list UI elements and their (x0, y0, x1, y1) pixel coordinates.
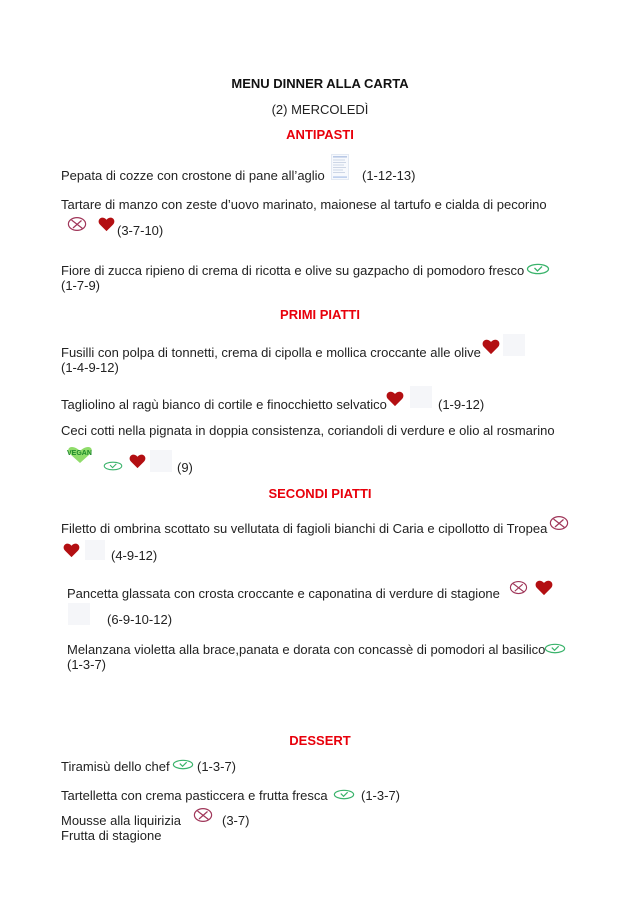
allergen-codes: (1-12-13) (362, 168, 416, 183)
heart-icon (129, 454, 146, 469)
dish-name: Fiore di zucca ripieno di crema di ricotta e olive su gazpacho di pomodoro fresco (61, 263, 525, 278)
page-subtitle-day: (2) MERCOLEDÌ (271, 102, 369, 117)
allergen-codes: (1-9-12) (438, 397, 485, 412)
vegetarian-icon (103, 461, 123, 471)
section-title-primi-piatti: PRIMI PIATTI (280, 307, 360, 322)
allergen-codes: (1-3-7) (197, 759, 237, 774)
allergen-codes: (1-3-7) (67, 657, 107, 672)
gluten-free-icon (193, 807, 213, 823)
dish-name: Filetto di ombrina scottato su vellutata di fagioli bianchi di Caria e cipollotto di Tropea (61, 521, 548, 536)
section-title-dessert: DESSERT (289, 733, 351, 748)
heart-icon (63, 543, 80, 558)
heart-icon (98, 217, 115, 232)
dish-name: Tartelletta con crema pasticcera e frutta fresca (61, 788, 328, 803)
section-title-antipasti: ANTIPASTI (286, 127, 354, 142)
dish-name: Fusilli con polpa di tonnetti, crema di cipolla e mollica croccante alle olive (61, 345, 481, 360)
dish-name: Pancetta glassata con crosta croccante e caponatina di verdure di stagione (67, 586, 500, 601)
vegan-icon: VEGAN (66, 446, 94, 464)
dish-name: Frutta di stagione (61, 828, 162, 843)
allergen-codes: (3-7) (222, 813, 250, 828)
heart-icon (482, 339, 500, 355)
dish-name: Ceci cotti nella pignata in doppia consistenza, coriandoli di verdure e olio al rosmarino (61, 423, 555, 438)
vegetarian-icon (172, 759, 194, 770)
faded-image-placeholder (68, 603, 90, 625)
faded-image-placeholder (410, 386, 432, 408)
allergen-codes: (9) (177, 460, 193, 475)
faded-image-placeholder (150, 450, 172, 472)
page-title: MENU DINNER ALLA CARTA (231, 76, 409, 91)
dish-name: Tagliolino al ragù bianco di cortile e finocchietto selvatico (61, 397, 387, 412)
dish-name: Tiramisù dello chef (61, 759, 170, 774)
dish-name: Tartare di manzo con zeste d’uovo marinato, maionese al tartufo e cialda di pecorino (61, 197, 547, 212)
vegetarian-icon (526, 263, 550, 275)
faded-image-placeholder (503, 334, 525, 356)
gluten-free-icon (67, 216, 87, 232)
vegetarian-icon (333, 789, 355, 800)
vegetarian-icon (544, 643, 566, 654)
allergen-codes: (4-9-12) (111, 548, 158, 563)
dish-name: Pepata di cozze con crostone di pane all’aglio (61, 168, 325, 183)
allergen-codes: (1-7-9) (61, 278, 101, 293)
dish-name: Mousse alla liquirizia (61, 813, 181, 828)
allergen-codes: (6-9-10-12) (107, 612, 173, 627)
allergen-codes: (3-7-10) (117, 223, 164, 238)
gluten-free-icon (549, 515, 569, 531)
menu-document-icon (331, 154, 349, 180)
heart-icon (386, 391, 404, 407)
section-title-secondi-piatti: SECONDI PIATTI (268, 486, 372, 501)
allergen-codes: (1-4-9-12) (61, 360, 119, 375)
gluten-free-icon (509, 580, 528, 595)
dish-name: Melanzana violetta alla brace,panata e dorata con concassè di pomodori al basilico (67, 642, 546, 657)
allergen-codes: (1-3-7) (361, 788, 401, 803)
faded-image-placeholder (85, 540, 105, 560)
heart-icon (535, 580, 553, 596)
